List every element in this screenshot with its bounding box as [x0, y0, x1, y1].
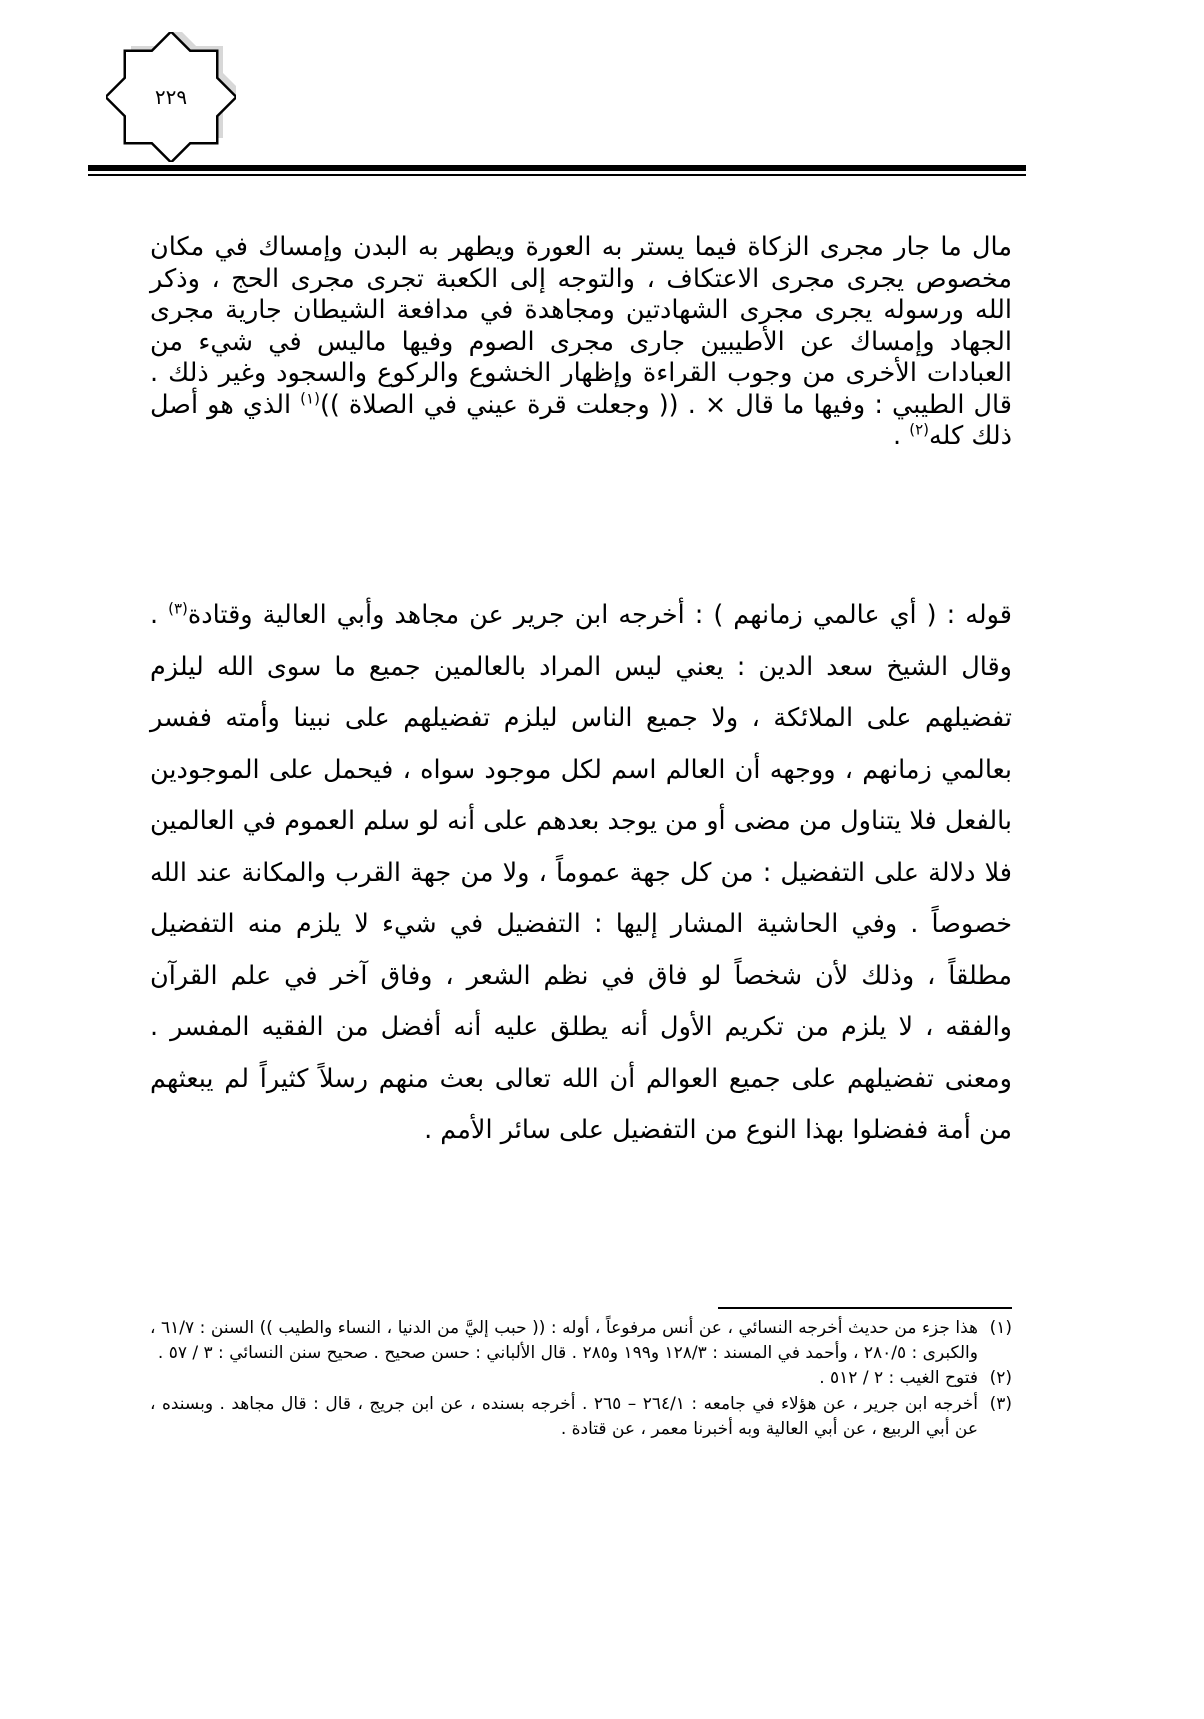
- body-paragraph-2: [150, 590, 1012, 1157]
- footnote-marker: (٣): [989, 1393, 1012, 1414]
- page-number: ٢٢٩: [154, 85, 188, 109]
- paragraph-1-text-continued: الذي هو أصل ذلك كله: [150, 389, 1012, 451]
- paragraph-2-text: قوله : ( أي عالمي زمانهم ) : أخرجه ابن جرير عن مجاهد وأبي العالية وقتادة: [187, 600, 1013, 630]
- header-rule-thick: [88, 165, 1026, 171]
- paragraph-1-text-end: .: [893, 421, 910, 451]
- footnote-ref-1[interactable]: (١): [300, 389, 320, 407]
- footnote-marker: (١): [989, 1318, 1012, 1338]
- footnote-2: [150, 1366, 1012, 1391]
- footnotes: [150, 1316, 1012, 1442]
- footnote-text: هذا جزء من حديث أخرجه النسائي ، عن أنس مرفوعاً ، أوله : (( حبب إليَّ من الدنيا ، النساء والطيب )) السنن : ٦١/٧ ، والكبرى : ٢٨٠/٥ ، وأحمد في المسند : ١٢٨/٣ و١٩٩ و٢٨٥ . قال الألباني : حسن صحيح . صحيح سنن النسائي : ٣ / ٥٧ .: [150, 1318, 978, 1364]
- header-rule-thin: [88, 174, 1026, 176]
- footnote-1: [150, 1316, 1012, 1366]
- footnote-ref-2[interactable]: (٢): [909, 420, 930, 439]
- paragraph-1-text: مال ما جار مجرى الزكاة فيما يستر به العورة ويطهر به البدن وإمساك في مكان مخصوص يجرى مجرى الاعتكاف ، والتوجه إلى الكعبة تجرى مجرى الحج ، وذكر الله ورسوله يجرى مجرى الشهادتين ومجاهدة في مدافعة الشيطان جارية مجرى الجهاد وإمساك عن الأطيبين جارى مجرى الصوم وفيها ماليس في شيء من العبادات الأخرى من وجوب القراءة وإظهار الخشوع والركوع والسجود وغير ذلك . قال الطيبي : وفيها ما قال × . (( وجعلت قرة عيني في الصلاة )): [150, 232, 1012, 420]
- body-paragraph-1: [150, 232, 1012, 453]
- footnote-ref-3[interactable]: (٣): [168, 599, 188, 618]
- footnote-3: [150, 1392, 1012, 1442]
- footnote-marker: (٢): [989, 1368, 1012, 1389]
- paragraph-2-text-continued: . وقال الشيخ سعد الدين : يعني ليس المراد بالعالمين جميع ما سوى الله ليلزم تفضيلهم على الملائكة ، ولا جميع الناس ليلزم تفضيلهم على نبينا وأمته ففسر بعالمي زمانهم ، ووجهه أن العالم اسم لكل موجود سواه ، فيحمل على الموجودين بالفعل فلا يتناول من مضى أو من يوجد بعدهم على أنه لو سلم العموم في العالمين فلا دلالة على التفضيل : من كل جهة عموماً ، ولا من جهة القرب والمكانة عند الله خصوصاً . وفي الحاشية المشار إليها : التفضيل في شيء لا يلزم منه التفضيل مطلقاً ، وذلك لأن شخصاً لو فاق في نظم الشعر ، وفاق آخر في علم القرآن والفقه ، لا يلزم من تكريم الأول أنه يطلق عليه أنه أفضل من الفقيه المفسر . ومعنى تفضيلهم على جميع العوالم أن الله تعالى بعث منهم رسلاً كثيراً لم يبعثهم من أمة ففضلوا بهذا النوع من التفضيل على سائر الأمم .: [150, 600, 1012, 1145]
- footnote-text: أخرجه ابن جرير ، عن هؤلاء في جامعه : ٢٦٤/١ – ٢٦٥ . أخرجه بسنده ، عن ابن جريج ، قال : قال مجاهد . وبسنده ، عن أبي الربيع ، عن أبي العالية وبه أخبرنا معمر ، عن قتادة .: [150, 1393, 979, 1439]
- page-number-ornament: [106, 32, 236, 162]
- footnote-separator: [718, 1307, 1012, 1309]
- footnote-text: فتوح الغيب : ٢ / ٥١٢ .: [819, 1368, 978, 1389]
